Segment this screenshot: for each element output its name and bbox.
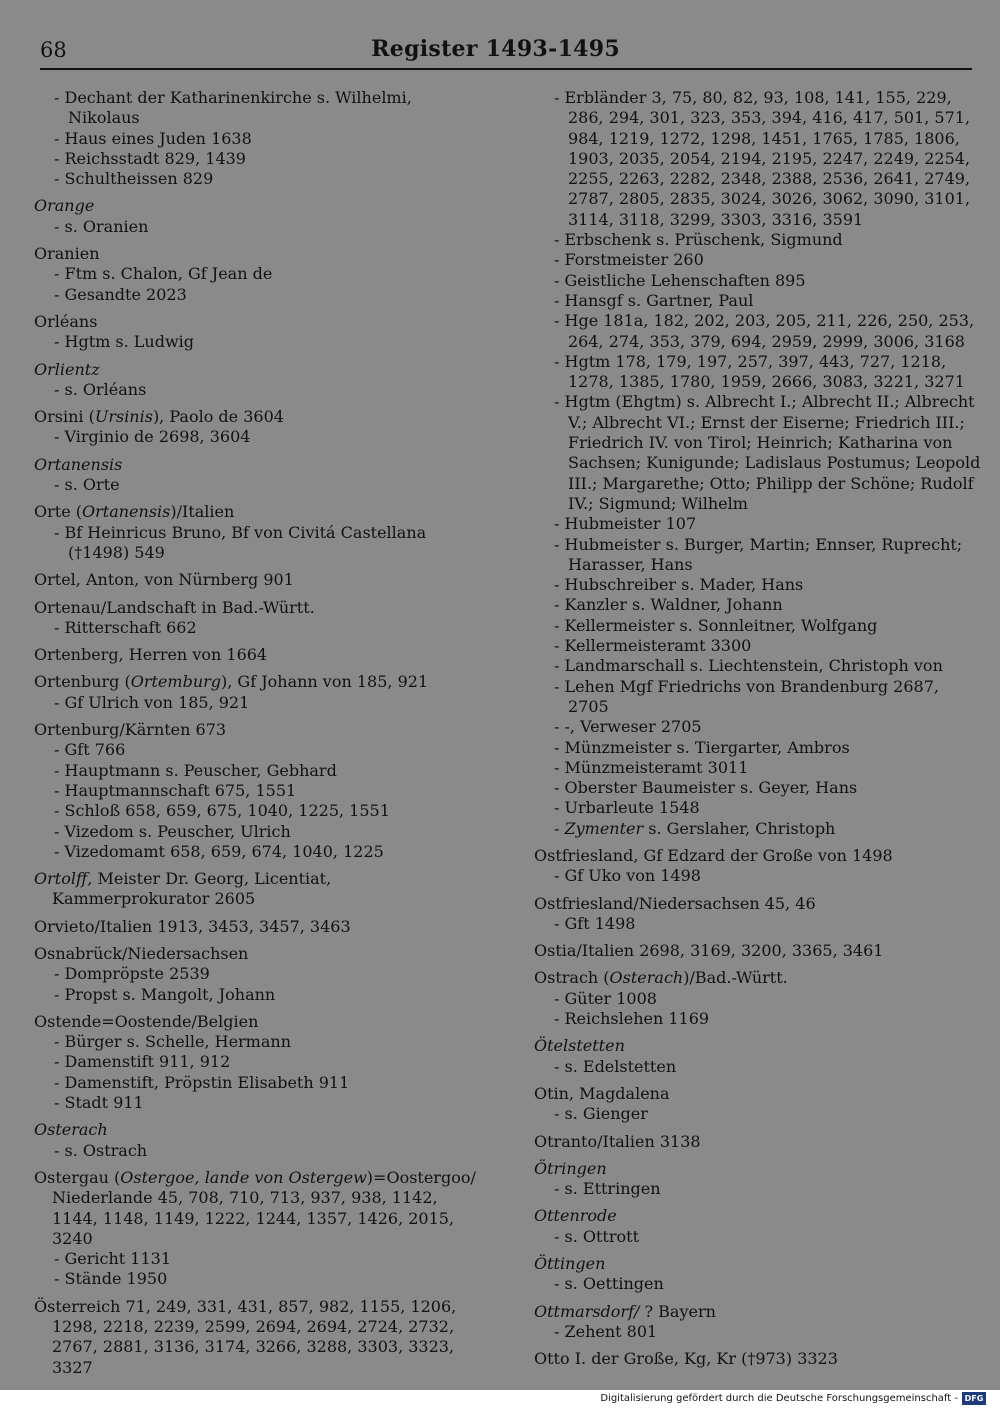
entry-text: Osnabrück/Niedersachsen (34, 943, 249, 963)
entry-text: Ostfriesland, Gf Edzard der Große von 1498 (534, 845, 893, 865)
subentry-dash: - (54, 427, 65, 447)
subentry-dash: - (554, 575, 565, 595)
subentry-dash: - (54, 475, 65, 495)
entry-subentry (34, 88, 486, 129)
index-entry (34, 312, 486, 353)
subentry-dash: - (554, 230, 565, 250)
entry-text: s. Gerslaher, Christoph (643, 818, 836, 838)
subentry-dash: - (554, 1056, 565, 1076)
entry-heading (34, 1168, 486, 1249)
entry-text: -, Verweser 2705 (564, 717, 702, 737)
entry-text: Damenstift, Pröpstin Elisabeth 911 (64, 1072, 350, 1092)
entry-subentry (34, 1052, 486, 1072)
entry-subentry (34, 1141, 486, 1161)
entry-text: Otranto/Italien 3138 (534, 1131, 701, 1151)
entry-text: Dechant der Katharinenkirche s. Wilhelmi, Nikolaus (64, 88, 412, 128)
entry-text: Zymenter (564, 818, 644, 838)
entry-subentry (34, 740, 486, 760)
subentry-dash: - (54, 1052, 65, 1072)
subentry-dash: - (54, 801, 65, 821)
running-title: Register 1493-1495 (371, 36, 620, 62)
entry-heading (34, 455, 486, 475)
entry-text: Bürger s. Schelle, Hermann (64, 1032, 291, 1052)
index-entry (534, 968, 982, 1029)
subentry-dash: - (554, 534, 565, 554)
entry-text: Osterach (609, 968, 684, 988)
entry-text: Erbländer 3, 75, 80, 82, 93, 108, 141, 155, 229, 286, 294, 301, 323, 353, 394, 416, 417, 501, 571, 984, 1219, 1272, 1298, 1451, 1765, 1785, 1806, 1903, 2035, 2054, 2194, 2195, 2247, 2249, 2254, 2255, 2263, 2282, 2348, 2388, 2536, 2641, 2749, 2787, 2805, 2835, 3024, 3026, 3062, 3090, 3101, 3114, 3118, 3299, 3303, 3316, 3591 (564, 88, 971, 229)
entry-text: Ostia/Italien 2698, 3169, 3200, 3365, 3461 (534, 941, 884, 961)
entry-heading (534, 1132, 982, 1152)
index-entry (34, 1168, 486, 1290)
entry-text: Stadt 911 (64, 1093, 144, 1113)
entry-text: s. Edelstetten (564, 1056, 677, 1076)
entry-heading (34, 196, 486, 216)
entry-text: Ortenberg, Herren von 1664 (34, 645, 268, 665)
entry-text: Schultheissen 829 (64, 169, 214, 189)
entry-text: Ftm s. Chalon, Gf Jean de (64, 264, 273, 284)
index-entry (34, 196, 486, 237)
subentry-dash: - (54, 692, 65, 712)
subentry-dash: - (554, 595, 565, 615)
entry-heading (34, 869, 486, 910)
subentry-dash: - (54, 1093, 65, 1113)
entry-text: Ostfriesland/Niedersachsen 45, 46 (534, 893, 816, 913)
subentry-dash: - (54, 169, 65, 189)
entry-text: Ottenrode (534, 1206, 617, 1226)
entry-subentry (534, 1322, 982, 1342)
entry-text: Hgtm s. Ludwig (64, 332, 194, 352)
entry-heading (534, 1302, 982, 1322)
subentry-dash: - (554, 1274, 565, 1294)
entry-subentry (534, 914, 982, 934)
entry-subentry (534, 758, 982, 778)
entry-heading (34, 645, 486, 665)
entry-text: Propst s. Mangolt, Johann (64, 984, 276, 1004)
subentry-dash: - (554, 757, 565, 777)
entry-text: Zehent 801 (564, 1321, 658, 1341)
entry-text: Gf Uko von 1498 (564, 866, 701, 886)
entry-subentry (34, 1073, 486, 1093)
entry-subentry (34, 523, 486, 564)
entry-text: s. Gienger (564, 1104, 648, 1124)
entry-text: Haus eines Juden 1638 (64, 128, 252, 148)
entry-text: Öttingen (534, 1254, 606, 1274)
entry-subentry (534, 778, 982, 798)
entry-text: )=Oostergoo/ Niederlande 45, 708, 710, 713, 937, 938, 1142, 1144, 1148, 1149, 1222, 1244, 1357, 1426, 2015, 3240 (52, 1167, 476, 1248)
entry-text: s. Orléans (64, 379, 147, 399)
page-number: 68 (40, 38, 67, 62)
entry-text: Gericht 1131 (64, 1249, 172, 1269)
entry-subentry (34, 822, 486, 842)
index-entry (534, 1132, 982, 1152)
entry-text: Forstmeister 260 (564, 250, 704, 270)
entry-subentry (34, 129, 486, 149)
entry-subentry (534, 514, 982, 534)
entry-text: Otto I. der Große, Kg, Kr (†973) 3323 (534, 1349, 838, 1369)
entry-text: Ortenburg/Kärnten 673 (34, 720, 227, 740)
index-entry (534, 1036, 982, 1077)
entry-heading (534, 1036, 982, 1056)
entry-subentry (34, 380, 486, 400)
subentry-dash: - (54, 379, 65, 399)
entry-heading (34, 502, 486, 522)
entry-subentry (34, 693, 486, 713)
index-entry (534, 1302, 982, 1343)
entry-subentry (534, 1179, 982, 1199)
entry-text: Münzmeister s. Tiergarter, Ambros (564, 737, 850, 757)
entry-heading (534, 968, 982, 988)
index-entry (34, 407, 486, 448)
entry-text: Oberster Baumeister s. Geyer, Hans (564, 778, 858, 798)
entry-text: Kanzler s. Waldner, Johann (564, 595, 783, 615)
entry-subentry (34, 1032, 486, 1052)
subentry-dash: - (54, 964, 65, 984)
entry-text: Reichslehen 1169 (564, 1009, 710, 1029)
entry-subentry (34, 149, 486, 169)
entry-subentry (534, 291, 982, 311)
entry-text: Geistliche Lehenschaften 895 (564, 270, 806, 290)
entry-subentry (534, 738, 982, 758)
entry-text: Kellermeister s. Sonnleitner, Wolfgang (564, 615, 878, 635)
subentry-dash: - (54, 1140, 65, 1160)
entry-text: Damenstift 911, 912 (64, 1052, 231, 1072)
subentry-dash: - (554, 778, 565, 798)
entry-subentry (34, 1093, 486, 1113)
subentry-dash: - (554, 818, 565, 838)
subentry-dash: - (54, 780, 65, 800)
entry-subentry (534, 575, 982, 595)
subentry-dash: - (554, 717, 565, 737)
entry-subentry (34, 217, 486, 237)
index-entry (534, 1084, 982, 1125)
page-header (40, 38, 972, 70)
entry-text: Orvieto/Italien 1913, 3453, 3457, 3463 (34, 916, 351, 936)
subentry-dash: - (554, 1104, 565, 1124)
entry-heading (34, 598, 486, 618)
subentry-dash: - (554, 514, 565, 534)
index-entry (34, 944, 486, 1005)
entry-heading (34, 312, 486, 332)
entry-text: Güter 1008 (564, 988, 657, 1008)
subentry-dash: - (54, 1072, 65, 1092)
subentry-dash: - (554, 351, 565, 371)
entry-subentry (34, 285, 486, 305)
subentry-dash: - (554, 913, 565, 933)
index-entry (34, 88, 486, 189)
entry-subentry (34, 781, 486, 801)
entry-text: Osterach (34, 1120, 108, 1140)
entry-text: Ritterschaft 662 (64, 617, 197, 637)
index-entry (34, 645, 486, 665)
entry-text: Orange (34, 196, 95, 216)
subentry-dash: - (554, 1226, 565, 1246)
entry-text: Schloß 658, 659, 675, 1040, 1225, 1551 (64, 801, 390, 821)
subentry-dash: - (54, 332, 65, 352)
entry-text: ? Bayern (639, 1301, 716, 1321)
entry-text: s. Orte (64, 475, 120, 495)
entry-subentry (534, 616, 982, 636)
entry-text: Vizedomamt 658, 659, 674, 1040, 1225 (64, 841, 384, 861)
entry-subentry (534, 1104, 982, 1124)
index-entry (34, 917, 486, 937)
entry-subentry (34, 1249, 486, 1269)
entry-text: Ursinis (94, 407, 153, 427)
entry-text: Ottmarsdorf/ (534, 1301, 640, 1321)
subentry-dash: - (554, 290, 565, 310)
entry-text: Gft 1498 (564, 913, 636, 933)
subentry-dash: - (554, 676, 565, 696)
subentry-dash: - (554, 737, 565, 757)
subentry-dash: - (554, 311, 565, 331)
subentry-dash: - (54, 264, 65, 284)
subentry-dash: - (554, 988, 565, 1008)
entry-subentry (534, 311, 982, 352)
entry-text: Hauptmann s. Peuscher, Gebhard (64, 760, 337, 780)
entry-subentry (534, 595, 982, 615)
entry-heading (534, 1159, 982, 1179)
index-entry (34, 1120, 486, 1161)
entry-heading (34, 244, 486, 264)
index-entry (34, 360, 486, 401)
entry-heading (34, 1120, 486, 1140)
subentry-dash: - (54, 1249, 65, 1269)
entry-text: Hauptmannschaft 675, 1551 (64, 780, 297, 800)
entry-subentry (534, 636, 982, 656)
entry-heading (534, 1084, 982, 1104)
subentry-dash: - (554, 1179, 565, 1199)
entry-text: Orte ( (34, 502, 82, 522)
entry-subentry (34, 332, 486, 352)
entry-text: Virginio de 2698, 3604 (64, 427, 251, 447)
index-entry (534, 894, 982, 935)
entry-heading (34, 944, 486, 964)
entry-text: Ortenau/Landschaft in Bad.-Württ. (34, 597, 315, 617)
subentry-dash: - (54, 841, 65, 861)
subentry-dash: - (554, 1321, 565, 1341)
index-entry (34, 502, 486, 563)
entry-subentry (534, 1274, 982, 1294)
index-entry (534, 1254, 982, 1295)
entry-text: )/Italien (170, 502, 235, 522)
subentry-dash: - (54, 88, 65, 107)
entry-text: Ortenburg ( (34, 672, 131, 692)
index-entry (34, 598, 486, 639)
subentry-dash: - (554, 636, 565, 656)
subentry-dash: - (54, 522, 65, 542)
subentry-dash: - (54, 617, 65, 637)
entry-text: Österreich 71, 249, 331, 431, 857, 982, 1155, 1206, 1298, 2218, 2239, 2599, 2694, 2694, 2724, 2732, 2767, 2881, 3136, 3174, 3266, 3288, 3303, 3323, 3327 (34, 1296, 457, 1377)
entry-subentry (534, 271, 982, 291)
entry-text: Lehen Mgf Friedrichs von Brandenburg 2687, 2705 (564, 676, 939, 716)
subentry-dash: - (554, 88, 565, 107)
entry-text: Ortanensis (82, 502, 171, 522)
entry-heading (534, 894, 982, 914)
index-entry (34, 1297, 486, 1378)
entry-text: Ostrach ( (534, 968, 610, 988)
entry-text: Otin, Magdalena (534, 1083, 670, 1103)
entry-subentry (534, 866, 982, 886)
entry-subentry (34, 985, 486, 1005)
subentry-dash: - (554, 392, 565, 412)
entry-subentry (534, 1009, 982, 1029)
entry-text: Bf Heinricus Bruno, Bf von Civitá Castellana (†1498) 549 (64, 522, 427, 562)
index-entry (534, 941, 982, 961)
entry-heading (534, 941, 982, 961)
entry-subentry (534, 989, 982, 1009)
entry-text: ), Gf Johann von 185, 921 (221, 672, 429, 692)
subentry-dash: - (54, 760, 65, 780)
entry-text: Hge 181a, 182, 202, 203, 205, 211, 226, 250, 253, 264, 274, 353, 379, 694, 2959, 2999, 3006, 3168 (564, 311, 975, 351)
entry-subentry (34, 169, 486, 189)
entry-heading (34, 360, 486, 380)
index-entry (534, 846, 982, 887)
entry-text: Hansgf s. Gartner, Paul (564, 290, 754, 310)
entry-text: s. Ettringen (564, 1179, 661, 1199)
entry-subentry (34, 964, 486, 984)
entry-text: s. Ostrach (64, 1140, 148, 1160)
subentry-dash: - (554, 270, 565, 290)
dfg-logo: DFG (962, 1392, 986, 1405)
entry-heading (34, 570, 486, 590)
entry-text: Gft 766 (64, 740, 126, 760)
entry-subentry (534, 656, 982, 676)
entry-heading (34, 407, 486, 427)
entry-text: Hubschreiber s. Mader, Hans (564, 575, 804, 595)
entry-text: s. Oettingen (564, 1274, 664, 1294)
subentry-dash: - (554, 250, 565, 270)
subentry-dash: - (554, 656, 565, 676)
funding-note: Digitalisierung gefördert durch die Deutsche Forschungsgemeinschaft - (600, 1393, 958, 1404)
subentry-dash: - (54, 984, 65, 1004)
entry-subentry (534, 230, 982, 250)
entry-heading (34, 1297, 486, 1378)
entry-subentry (534, 717, 982, 737)
entry-subentry (34, 1269, 486, 1289)
entry-subentry (34, 427, 486, 447)
entry-text: Ortolff, (34, 869, 93, 889)
entry-heading (34, 1012, 486, 1032)
entry-subentry (534, 798, 982, 818)
entry-subentry (534, 250, 982, 270)
entry-subentry (534, 1057, 982, 1077)
entry-subentry (34, 475, 486, 495)
entry-text: Urbarleute 1548 (564, 798, 700, 818)
entry-text: Ortanensis (34, 454, 123, 474)
entry-text: s. Ottrott (564, 1226, 639, 1246)
entry-heading (534, 1206, 982, 1226)
entry-subentry (534, 535, 982, 576)
entry-text: Erbschenk s. Prüschenk, Sigmund (564, 230, 843, 250)
subentry-dash: - (54, 1032, 65, 1052)
entry-text: Orléans (34, 311, 98, 331)
index-entry (34, 720, 486, 862)
footer (0, 1390, 1000, 1410)
subentry-dash: - (54, 1269, 65, 1289)
index-entry (34, 455, 486, 496)
subentry-dash: - (554, 866, 565, 886)
entry-text: Oranien (34, 244, 100, 264)
subentry-dash: - (54, 740, 65, 760)
entry-text: Orsini ( (34, 407, 95, 427)
index-entry (534, 1349, 982, 1369)
entry-heading (34, 672, 486, 692)
entry-text: Ostergoe, lande von Ostergew (120, 1167, 367, 1187)
entry-text: Meister Dr. Georg, Licentiat, Kammerprokurator 2605 (52, 869, 332, 909)
entry-text: Hubmeister s. Burger, Martin; Ennser, Ruprecht; Harasser, Hans (564, 534, 963, 574)
entry-subentry (534, 352, 982, 393)
entry-text: Gesandte 2023 (64, 284, 187, 304)
entry-text: Hgtm (Ehgtm) s. Albrecht I.; Albrecht II.; Albrecht V.; Albrecht VI.; Ernst der Eiserne; Friedrich III.; Friedrich IV. von Tirol; Heinrich; Katharina von Sachsen; Kunigunde; Ladislaus Postumus; Leopold III.; Margarethe; Otto; Philipp der Schöne; Rudolf IV.; Sigmund; Wilhelm (564, 392, 981, 513)
index-entry (534, 88, 982, 839)
entry-text: Hgtm 178, 179, 197, 257, 397, 443, 727, 1218, 1278, 1385, 1780, 1959, 2666, 3083, 3221, 3271 (564, 351, 965, 392)
entry-subentry (534, 819, 982, 839)
entry-text: Ostende=Oostende/Belgien (34, 1011, 259, 1031)
entry-text: Münzmeisteramt 3011 (564, 757, 749, 777)
entry-subentry (534, 392, 982, 514)
entry-text: Gf Ulrich von 185, 921 (64, 692, 250, 712)
subentry-dash: - (54, 148, 65, 168)
entry-subentry (534, 677, 982, 718)
index-entry (34, 1012, 486, 1113)
index-entry (34, 672, 486, 713)
index-entry (34, 244, 486, 305)
right-column (534, 88, 982, 1377)
entry-text: Ostergau ( (34, 1167, 121, 1187)
subentry-dash: - (554, 1009, 565, 1029)
entry-text: Ötringen (534, 1158, 607, 1178)
subentry-dash: - (554, 615, 565, 635)
entry-text: Kellermeisteramt 3300 (564, 636, 752, 656)
entry-subentry (534, 1227, 982, 1247)
entry-text: )/Bad.-Württ. (683, 968, 788, 988)
entry-text: Orlientz (34, 359, 100, 379)
entry-subentry (34, 618, 486, 638)
entry-text: Ötelstetten (534, 1036, 625, 1056)
index-entry (34, 869, 486, 910)
left-column (34, 88, 486, 1385)
entry-text: Dompröpste 2539 (64, 964, 210, 984)
index-entry (534, 1159, 982, 1200)
entry-heading (534, 846, 982, 866)
entry-heading (34, 917, 486, 937)
entry-text: Ortemburg (130, 672, 222, 692)
entry-text: Stände 1950 (64, 1269, 168, 1289)
subentry-dash: - (554, 798, 565, 818)
subentry-dash: - (54, 128, 65, 148)
index-entry (34, 570, 486, 590)
entry-subentry (34, 761, 486, 781)
entry-text: Landmarschall s. Liechtenstein, Christoph von (564, 656, 943, 676)
entry-subentry (34, 264, 486, 284)
entry-text: Reichsstadt 829, 1439 (64, 148, 246, 168)
subentry-dash: - (54, 216, 65, 236)
entry-text: Ortel, Anton, von Nürnberg 901 (34, 570, 294, 590)
entry-subentry (34, 801, 486, 821)
entry-heading (534, 1254, 982, 1274)
entry-text: ), Paolo de 3604 (152, 407, 284, 427)
entry-heading (34, 720, 486, 740)
entry-heading (534, 1349, 982, 1369)
subentry-dash: - (54, 284, 65, 304)
entry-subentry (534, 88, 982, 230)
entry-text: Vizedom s. Peuscher, Ulrich (64, 821, 291, 841)
subentry-dash: - (54, 821, 65, 841)
entry-text: s. Oranien (64, 216, 149, 236)
entry-subentry (34, 842, 486, 862)
index-entry (534, 1206, 982, 1247)
entry-text: Hubmeister 107 (564, 514, 697, 534)
